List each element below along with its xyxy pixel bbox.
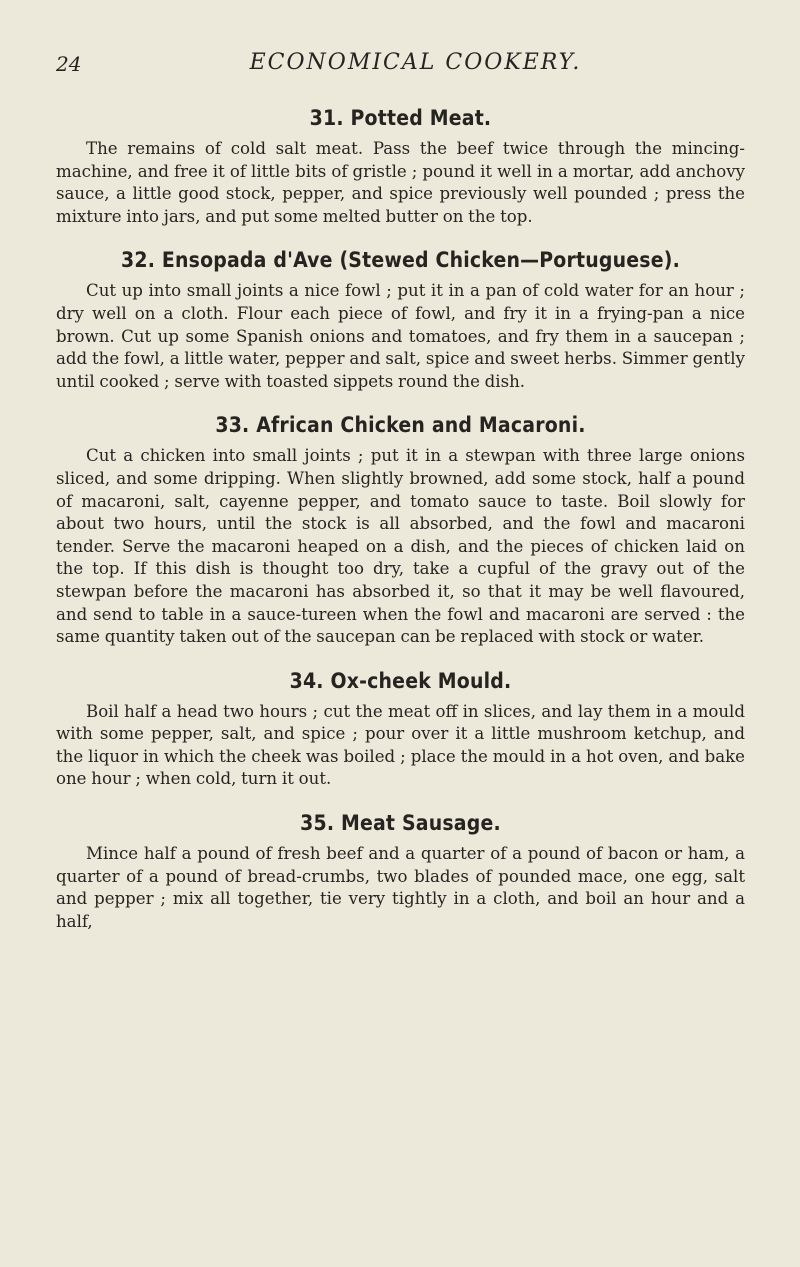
recipe-body: Mince half a pound of fresh beef and a quarter of a pound of bacon or ham, a quarter of a pound of bread-crumbs, two blades of pounded mace, one egg, salt and pepper ; mix all together, tie very tightly in a cloth, and boil an hour and a half, (56, 844, 745, 931)
recipe-title: 33. African Chicken and Macaroni. (215, 413, 586, 438)
recipe-32 (56, 246, 745, 393)
recipe-31 (56, 104, 745, 228)
recipe-title: 35. Meat Sausage. (300, 811, 501, 836)
recipe-34 (56, 667, 745, 791)
recipe-title: 32. Ensopada d'Ave (Stewed Chicken—Portuguese). (121, 248, 680, 273)
recipe-title: 31. Potted Meat. (309, 106, 492, 130)
recipe-body: The remains of cold salt meat. Pass the beef twice through the mincing-machine, and free it of little bits of gristle ; pound it well in a mortar, add anchovy sauce, a little good stock, pepper, and spice previously well pounded ; press the mixture into jars, and put some melted butter on the top. (56, 139, 745, 226)
recipe-body: Cut up into small joints a nice fowl ; put it in a pan of cold water for an hour ; dry well on a cloth. Flour each piece of fowl, and fry it in a frying-pan a nice brown. Cut up some Spanish onions and tomatoes, and fry them in a saucepan ; add the fowl, a little water, pepper and salt, spice and sweet herbs. Simmer gently until cooked ; serve with toasted sippets round the dish. (56, 281, 745, 391)
page-header (56, 50, 745, 104)
recipe-body: Cut a chicken into small joints ; put it in a stewpan with three large onions sliced, and some dripping. When slightly browned, add some stock, half a pound of macaroni, salt, cayenne pepper, and tomato sauce to taste. Boil slowly for about two hours, until the stock is all absorbed, and the fowl and macaroni tender. Serve the macaroni heaped on a dish, and the pieces of chicken laid on the top. If this dish is thought too dry, take a cupful of the gravy out of the stewpan before the macaroni has absorbed it, so that it may be well flavoured, and send to table in a sauce-tureen when the fowl and macaroni are served : the same quantity taken out of the saucepan can be replaced with stock or water. (56, 446, 745, 647)
book-page (0, 50, 800, 1267)
running-title: ECONOMICAL COOKERY. (249, 50, 582, 75)
recipe-33 (56, 411, 745, 648)
recipe-title: 34. Ox-cheek Mould. (289, 668, 512, 693)
page-number: 24 (56, 52, 82, 76)
recipe-body: Boil half a head two hours ; cut the meat off in slices, and lay them in a mould with some pepper, salt, and spice ; pour over it a little mushroom ketchup, and the liquor in which the cheek was boiled ; place the mould in a hot oven, and bake one hour ; when cold, turn it out. (56, 701, 745, 789)
recipe-35 (56, 809, 745, 933)
